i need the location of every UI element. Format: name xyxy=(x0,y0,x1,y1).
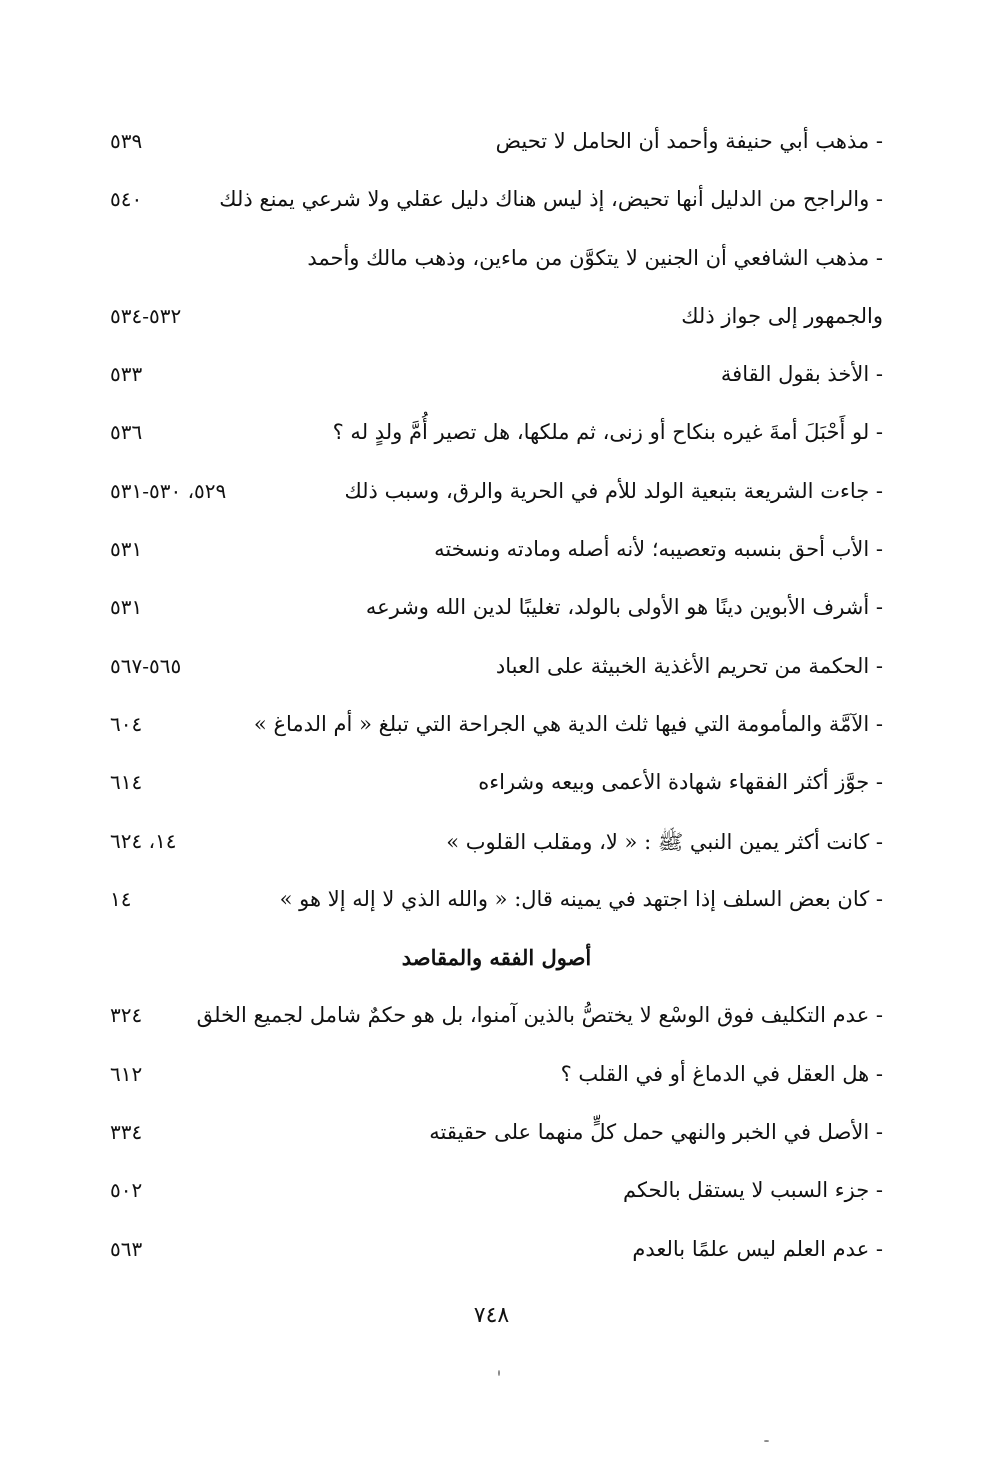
entry-text: - كان بعض السلف إذا اجتهد في يمينه قال: « والله الذي لا إله إلا هو » xyxy=(279,886,883,911)
entry-text: - أشرف الأبوين دينًا هو الأولى بالولد، تغليبًا لدين الله وشرعه xyxy=(365,595,883,620)
index-entry xyxy=(110,591,883,649)
entry-text: - هل العقل في الدماغ أو في القلب ؟ xyxy=(560,1061,883,1086)
index-entry xyxy=(110,1116,883,1174)
entry-pages: ٥٣٦ xyxy=(110,420,143,445)
index-entry xyxy=(110,999,883,1057)
entry-text: - الآمَّة والمأمومة التي فيها ثلث الدية هي الجراحة التي تبلغ « أم الدماغ » xyxy=(253,711,883,736)
index-entry xyxy=(110,766,883,824)
entry-pages: ٦١٤ xyxy=(110,770,143,795)
page-number: ٧٤٨ xyxy=(473,1303,510,1328)
index-entry xyxy=(110,183,883,241)
entry-pages: ٦١٢ xyxy=(110,1061,143,1086)
index-entry xyxy=(110,416,883,474)
entry-text: - عدم العلم ليس علمًا بالعدم xyxy=(632,1236,883,1261)
entry-pages: ٥٦٣ xyxy=(110,1236,143,1261)
entry-text: والجمهور إلى جواز ذلك xyxy=(681,303,883,328)
entry-pages: ٥٣٣ xyxy=(110,362,143,387)
entry-pages: ٥٣١ xyxy=(110,537,143,562)
entry-text: - الحكمة من تحريم الأغذية الخبيثة على العباد xyxy=(495,653,883,678)
entry-pages: ٥٢٩، ٥٣٠-٥٣١ xyxy=(110,478,227,503)
entry-text: - جاءت الشريعة بتبعية الولد للأم في الحرية والرق، وسبب ذلك xyxy=(344,478,883,503)
entry-pages: ٣٢٤ xyxy=(110,1003,143,1028)
entry-text: - جزء السبب لا يستقل بالحكم xyxy=(622,1178,883,1203)
index-entry xyxy=(110,1174,883,1232)
entry-text: - الأخذ بقول القافة xyxy=(720,362,883,387)
entry-text: - الأصل في الخبر والنهي حمل كلٍّ منهما على حقيقته xyxy=(429,1120,883,1145)
index-entry xyxy=(110,300,883,358)
entry-pages: ١٤، ٦٢٤ xyxy=(110,828,177,853)
entry-pages: ٥٣٩ xyxy=(110,129,143,153)
entry-pages: ٥٠٢ xyxy=(110,1178,143,1203)
entry-text: - والراجح من الدليل أنها تحيض، إذ ليس هناك دليل عقلي ولا شرعي يمنع ذلك xyxy=(219,187,883,212)
entry-text: - جوَّز أكثر الفقهاء شهادة الأعمى وبيعه وشراءه xyxy=(478,770,883,795)
entry-pages: ٣٣٤ xyxy=(110,1120,143,1145)
entry-text: - مذهب الشافعي أن الجنين لا يتكوَّن من ماءين، وذهب مالك وأحمد xyxy=(307,245,883,270)
index-entry xyxy=(110,358,883,416)
entry-text: - لو أَحْبَلَ أمةَ غيره بنكاح أو زنى، ثم ملكها، هل تصير أُمَّ ولدٍ له ؟ xyxy=(332,420,883,445)
index-entry xyxy=(110,708,883,766)
entry-pages: ٥٣١ xyxy=(110,595,143,620)
entry-pages: ٥٤٠ xyxy=(110,187,143,212)
entry-pages: ٥٣٢-٥٣٤ xyxy=(110,303,182,328)
index-list xyxy=(110,125,883,1291)
scan-speck xyxy=(764,1440,769,1442)
entry-pages: ٦٠٤ xyxy=(110,711,143,736)
index-entry xyxy=(110,125,883,183)
entry-pages: ١٤ xyxy=(110,886,132,911)
index-entry xyxy=(110,883,883,941)
index-entry xyxy=(110,533,883,591)
entry-text: - عدم التكليف فوق الوسْع لا يختصُّ بالذين آمنوا، بل هو حكمٌ شامل لجميع الخلق xyxy=(196,1003,883,1028)
index-entry xyxy=(110,475,883,533)
index-entry xyxy=(110,242,883,300)
entry-text: - كانت أكثر يمين النبي ﷺ : « لا، ومقلب القلوب » xyxy=(446,829,883,854)
index-entry xyxy=(110,1233,883,1291)
entry-text: - الأب أحق بنسبه وتعصيبه؛ لأنه أصله ومادته ونسخته xyxy=(434,537,883,562)
index-entry xyxy=(110,1058,883,1116)
section-heading xyxy=(110,941,883,999)
scan-speck xyxy=(498,1370,500,1376)
entry-text: - مذهب أبي حنيفة وأحمد أن الحامل لا تحيض xyxy=(495,129,883,153)
index-entry xyxy=(110,825,883,883)
entry-pages: ٥٦٥-٥٦٧ xyxy=(110,653,182,678)
section-heading-text: أصول الفقه والمقاصد xyxy=(401,945,592,971)
index-entry xyxy=(110,650,883,708)
